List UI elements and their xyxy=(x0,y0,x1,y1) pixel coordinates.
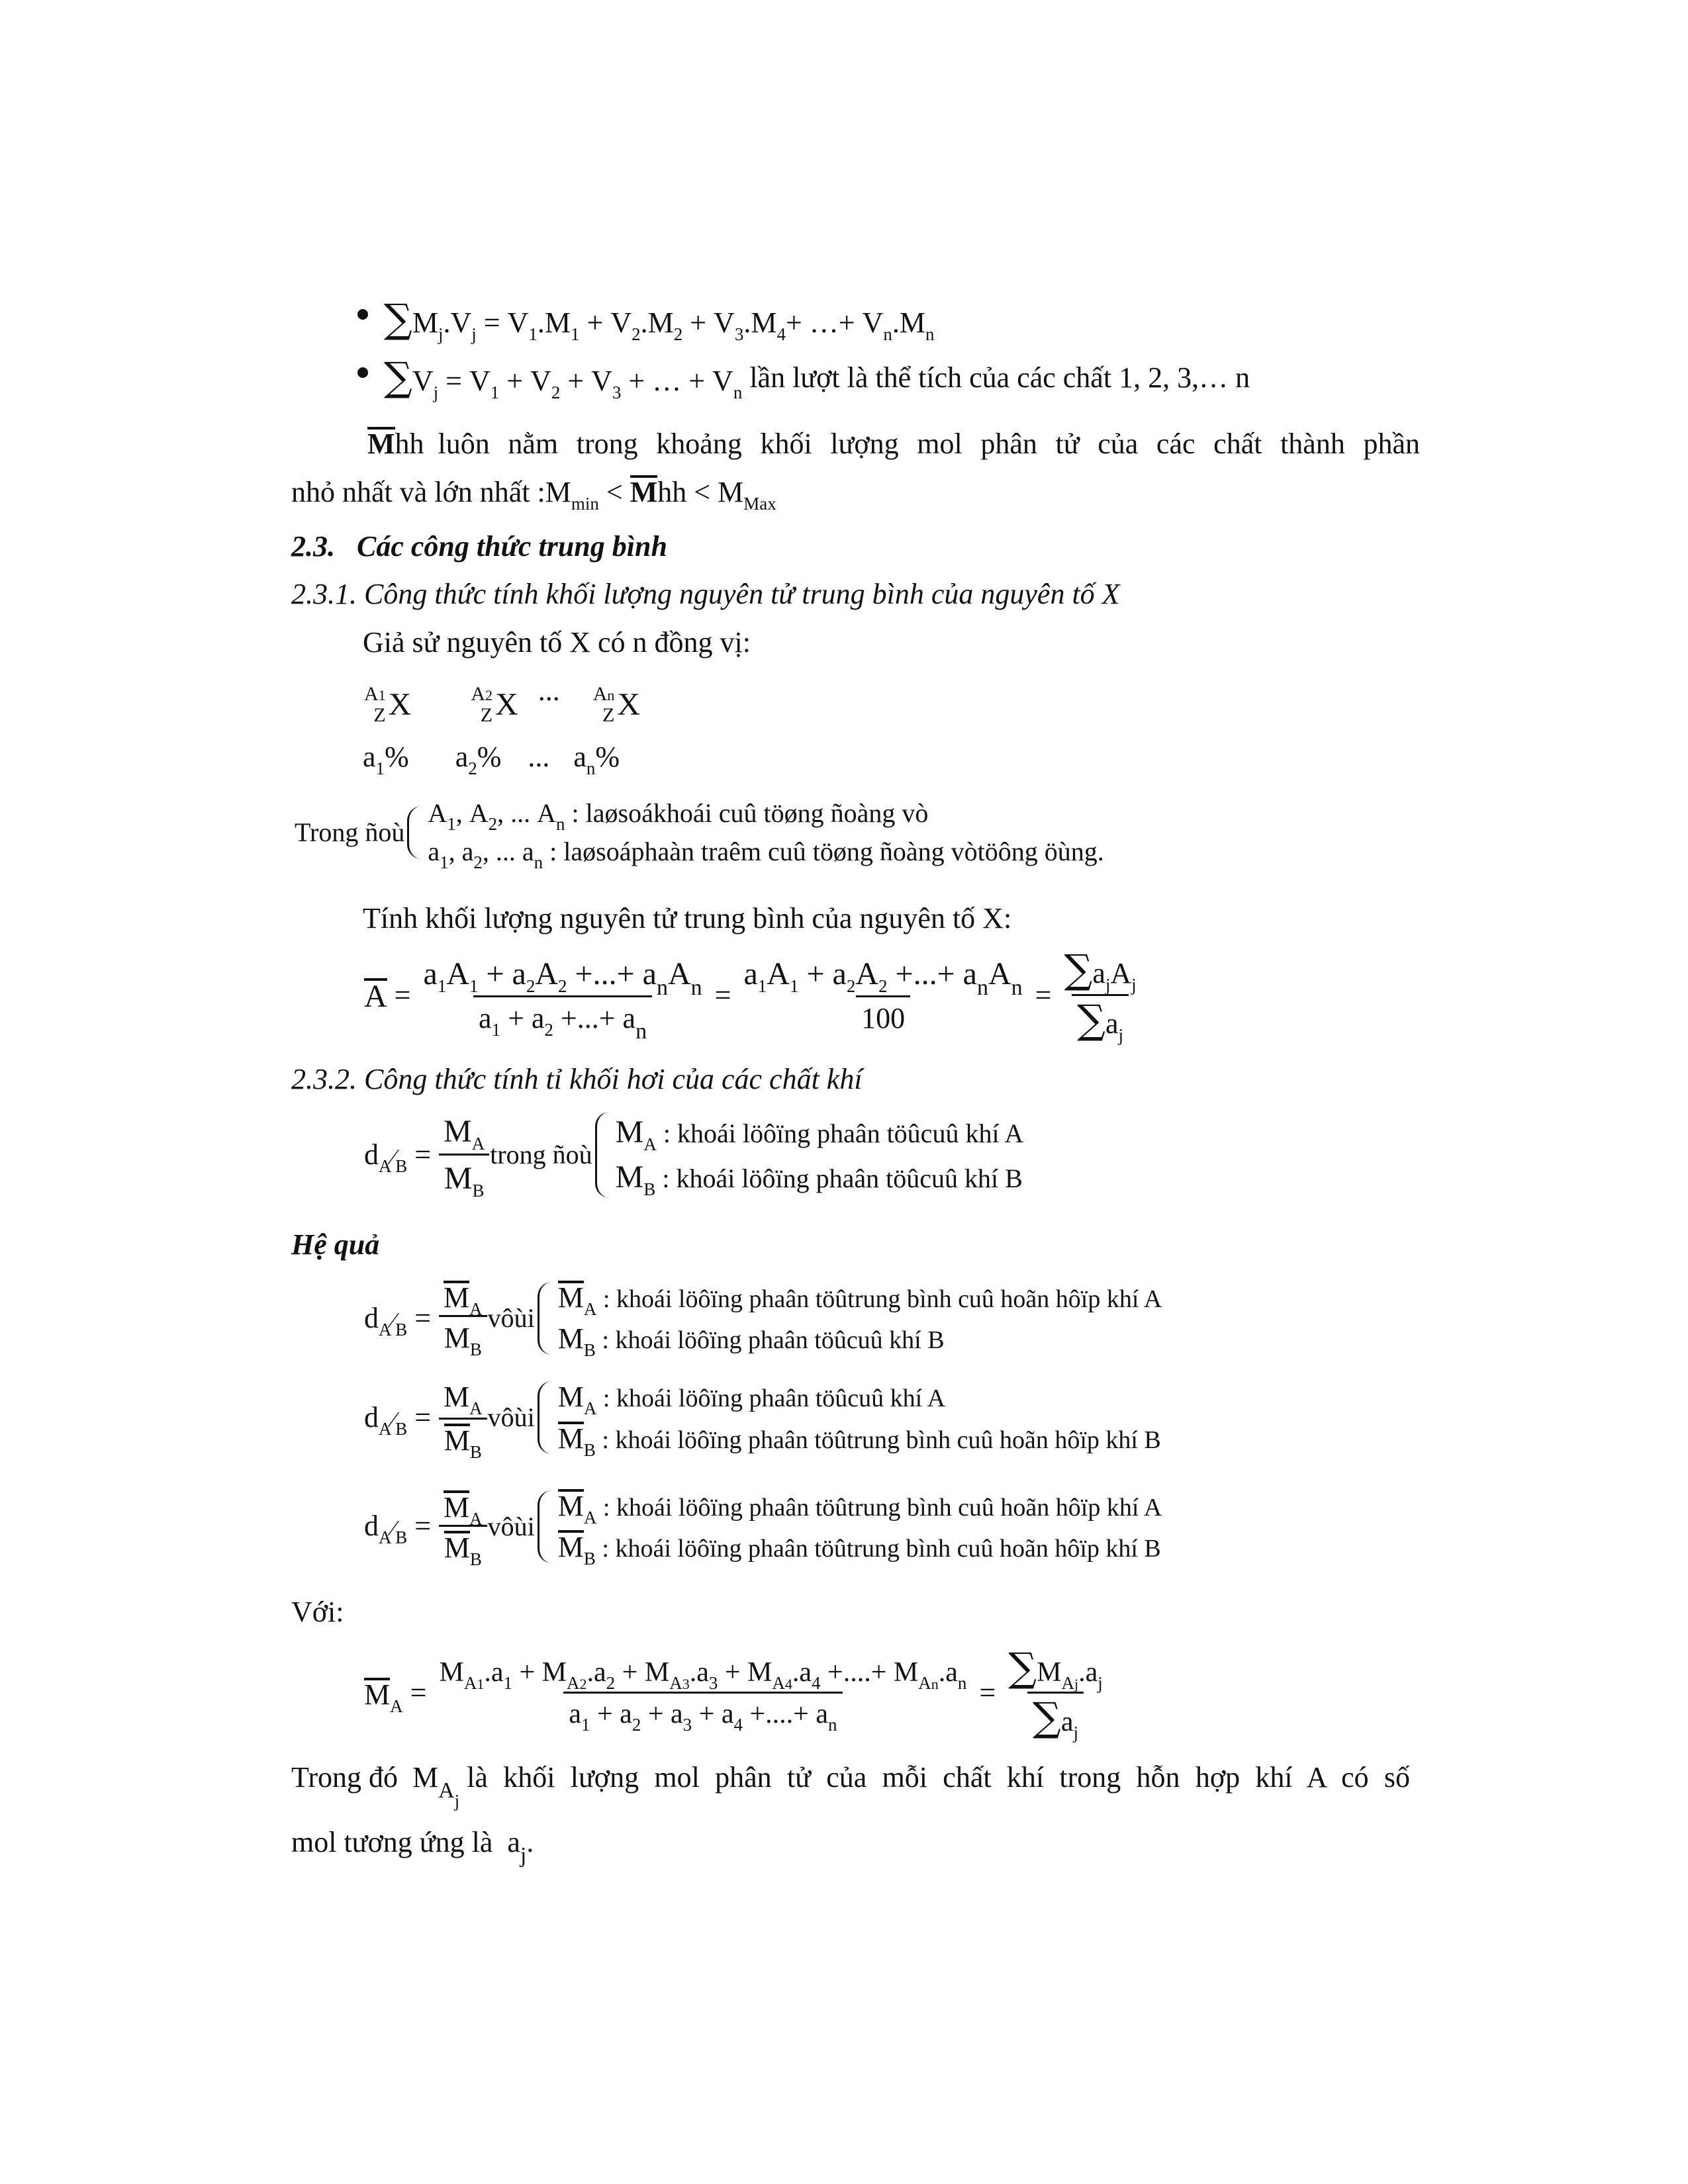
formula-average-molar-mass: M A = M A1 .a 1 + M A2 .a 2 + M A3 .a 3 + M A4 .a 4 +....+ M An .a n a 1 + a 2 + a 3 + a 4 +....+ a n = ∑ M Aj .a j ∑ a j xyxy=(364,1645,1103,1743)
final-paragraph-line2: mol tương ứng là a j . xyxy=(291,1826,534,1868)
formula-sum-v: ∑ V j = V 1 + V 2 + V 3 + … + V n xyxy=(384,354,743,402)
para1-line1: luôn nằm trong khoảng khối lượng mol phân tử của các chất thành phần xyxy=(438,428,1420,460)
percent-row: $a_1\%$ $a_2\%$ ... $a_n\%$ xyxy=(363,741,620,778)
fraction-3: ∑ a j A j ∑ a j xyxy=(1064,946,1137,1045)
corollary-3: d A ⁄ B = M A M B vôùi M A : khoái löôïng phaân töûtrung bình cuû hoãn hôïp khí A M B : khoái löôïng phaân töûtrung bình cuû hoãn hôïp khí B xyxy=(364,1490,1162,1570)
bullet2-desc: lần lượt là thể tích của các chất 1, 2, 3,… n xyxy=(749,361,1250,394)
voi-label: Với: xyxy=(291,1596,344,1628)
final-paragraph-line1: Trong đó M A j là khối lượng mol phân tử của mỗi chất khí trong hỗn hợp khí A có số xyxy=(291,1761,1410,1811)
bullet-sum-v xyxy=(357,354,1250,402)
formula-average-atomic-mass: A = a 1 A 1 + a 2 A 2 +...+ a n A n a 1 + a 2 +...+ a n = a 1 A 1 + a 2 A 2 +...+ a n A n 100 = ∑ a j A j ∑ a j xyxy=(364,950,1142,1042)
calc-intro: Tính khối lượng nguyên tử trung bình của nguyên tố X: xyxy=(363,902,1012,934)
corollary-heading: Hệ quả xyxy=(291,1228,380,1261)
bullet-sum-mv xyxy=(357,296,935,344)
fraction-1: a 1 A 1 + a 2 A 2 +...+ a n A n a 1 + a 2 +...+ a n xyxy=(423,956,702,1044)
corollary-1: d A ⁄ B = M A M B vôùi M A : khoái löôïng phaân töûtrung bình cuû hoãn hôïp khí A M B : khoái löôïng phaân töûcuû khí B xyxy=(364,1281,1162,1360)
paragraph-mhh-line2: nhỏ nhất và lớn nhất : M min < M hh < M Max xyxy=(291,476,776,514)
left-brace xyxy=(407,806,424,859)
corollary-2: d A ⁄ B = M A M B vôùi M A : khoái löôïng phaân töûcuû khí A M B : khoái löôïng phaân töûtrung bình cuû hoãn hôïp khí B xyxy=(364,1381,1161,1463)
bullet-icon xyxy=(357,367,368,378)
section-heading-2-3: 2.3. Các công thức trung bình xyxy=(291,530,667,563)
bullet-icon xyxy=(357,309,368,320)
m-bar: M xyxy=(367,428,395,460)
section-heading-2-3-1: 2.3.1. Công thức tính khối lượng nguyên tử trung bình của nguyên tố X xyxy=(291,578,1120,610)
section-heading-2-3-2: 2.3.2. Công thức tính tỉ khối hơi của các chất khí xyxy=(291,1063,863,1095)
isotope-intro: Giả sử nguyên tố X có n đồng vị: xyxy=(363,626,751,659)
isotope-row: A1 Z X A2 Z X ... An Z X xyxy=(364,674,641,726)
fraction-2: a 1 A 1 + a 2 A 2 +...+ a n A n 100 xyxy=(738,955,1027,1036)
isotope-definitions: Trong ñoù $A_1$, $A_2$, ... $A_n$ : laøsoákhoái cuû töøng ñoàng vò $a_1$, $a_2$, ... $a_n$ : laøsoáphaàn traêm cuû töøng ñoàng vòtöông öùng. xyxy=(295,798,1104,872)
formula-density-ratio: d A ⁄ B = M A M B trong ñoù M A : khoái löôïng phaân töûcuû khí A M B : khoái löôïng phaân töûcuû khí B xyxy=(364,1112,1023,1198)
paragraph-mhh: M hh luôn nằm trong khoảng khối lượng mol phân tử của các chất thành phần xyxy=(367,427,1420,462)
trong-do-label: Trong ñoù xyxy=(295,817,405,847)
formula-sum-mv: ∑ M j .V j = V 1 .M 1 + V 2 .M 2 + V 3 .M 4 + …+ V n .M n xyxy=(384,296,935,344)
